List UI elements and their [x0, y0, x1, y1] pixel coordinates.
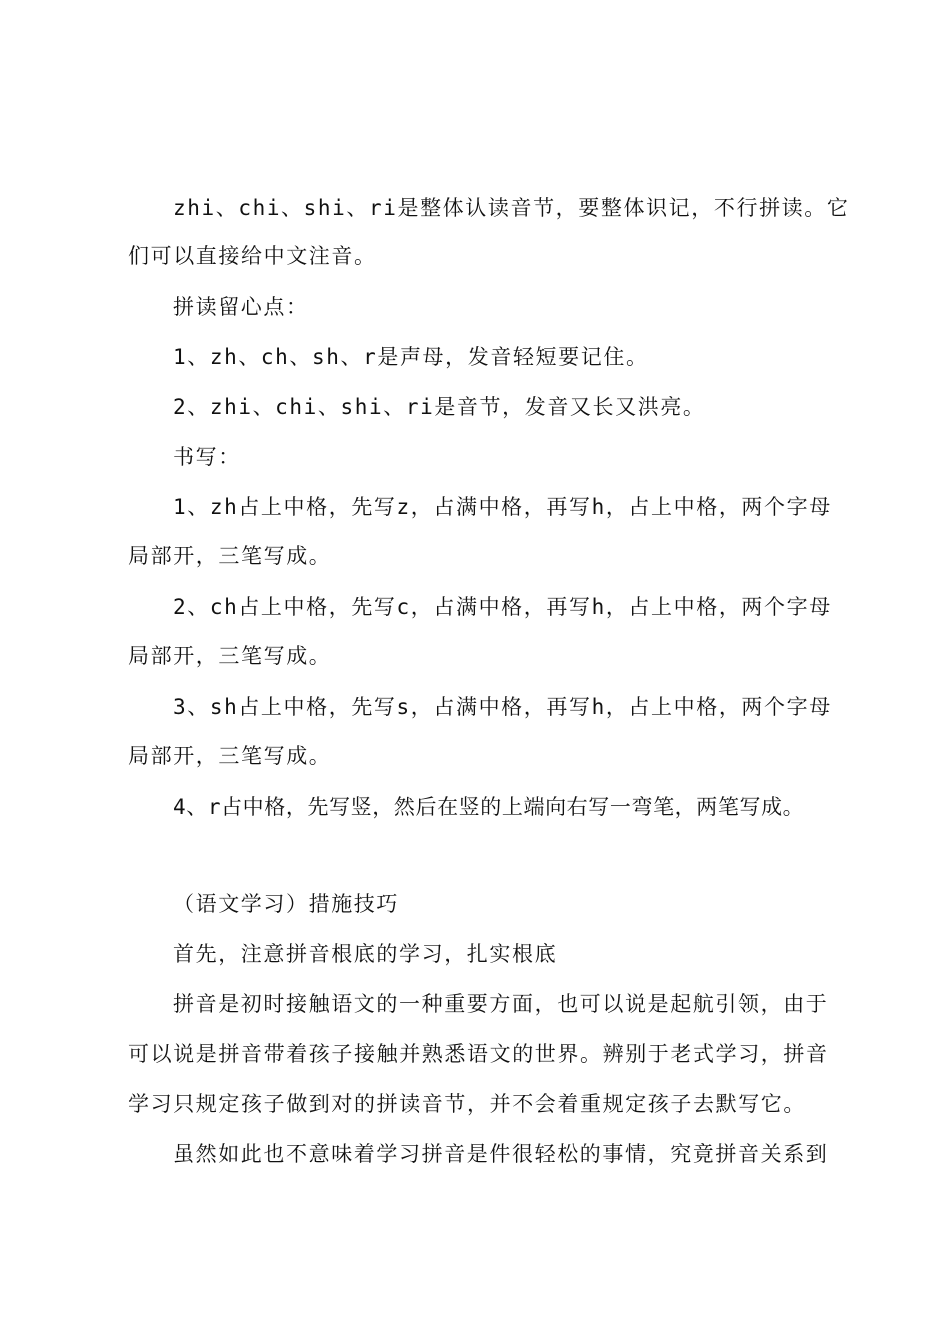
list-item: 1、zh占上中格，先写z，占满中格，再写h，占上中格，两个字母 [173, 495, 832, 519]
section-heading: 拼读留心点： [173, 295, 309, 319]
paragraph-line: 学习只规定孩子做到对的拼读音节，并不会着重规定孩子去默写它。 [128, 1092, 806, 1116]
paragraph-line: 们可以直接给中文注音。 [128, 244, 377, 268]
paragraph-line: 虽然如此也不意味着学习拼音是件很轻松的事情，究竟拼音关系到 [173, 1142, 829, 1166]
paragraph-line: 可以说是拼音带着孩子接触并熟悉语文的世界。辨别于老式学习，拼音 [128, 1042, 829, 1066]
list-item: 2、ch占上中格，先写c，占满中格，再写h，占上中格，两个字母 [173, 595, 832, 619]
paragraph-line: 拼音是初时接触语文的一种重要方面，也可以说是起航引领，由于 [173, 992, 829, 1016]
section-title: （语文学习）措施技巧 [173, 892, 399, 916]
subheading: 首先，注意拼音根底的学习，扎实根底 [173, 942, 558, 966]
list-item: 1、zh、ch、sh、r是声母，发音轻短要记住。 [173, 345, 649, 369]
section-heading: 书写： [173, 445, 241, 469]
list-item-continuation: 局部开，三笔写成。 [128, 544, 332, 568]
list-item: 2、zhi、chi、shi、ri是音节，发音又长又洪亮。 [173, 395, 706, 419]
list-item-continuation: 局部开，三笔写成。 [128, 744, 332, 768]
list-item: 3、sh占上中格，先写s，占满中格，再写h，占上中格，两个字母 [173, 695, 832, 719]
list-item: 4、r占中格，先写竖，然后在竖的上端向右写一弯笔，两笔写成。 [173, 795, 805, 819]
paragraph-line: zhi、chi、shi、ri是整体认读音节，要整体识记，不行拼读。它 [173, 196, 850, 220]
list-item-continuation: 局部开，三笔写成。 [128, 644, 332, 668]
